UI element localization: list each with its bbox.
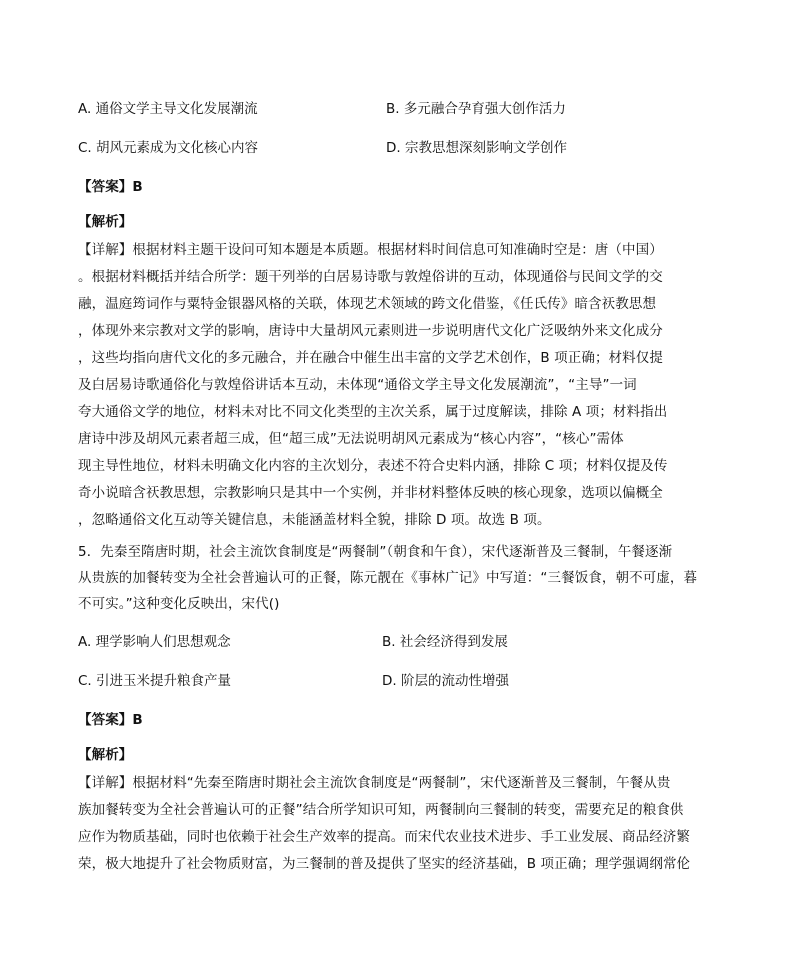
q4-answer: 【答案】B [78, 179, 143, 195]
q5-answer: 【答案】B [78, 712, 143, 728]
q4-explanation-line: 。根据材料概括并结合所学：题干列举的白居易诗歌与敦煌俗讲的互动，体现通俗与民间文学的交 [78, 269, 663, 285]
q4-analysis-heading: 【解析】 [78, 214, 133, 230]
q5-explanation-line: 【详解】根据材料“先秦至隋唐时期社会主流饮食制度是“两餐制”，宋代逐渐普及三餐制，午餐从贵 [78, 775, 671, 791]
q4-explanation-line: ，这些均指向唐代文化的多元融合，并在融合中催生出丰富的文学艺术创作，B 项正确；材料仅提 [78, 350, 663, 366]
q4-option-c: C. 胡风元素成为文化核心内容 [78, 140, 259, 156]
q5-explanation-line: 应作为物质基础，同时也依赖于社会生产效率的提高。而宋代农业技术进步、手工业发展、商品经济繁 [78, 829, 690, 845]
q4-explanation-line: 夸大通俗文学的地位，材料未对比不同文化类型的主次关系，属于过度解读，排除 A 项；材料指出 [78, 404, 668, 420]
q4-explanation-line: 现主导性地位，材料未明确文化内容的主次划分，表述不符合史料内涵，排除 C 项；材料仅提及传 [78, 458, 668, 474]
q5-stem-line: 不可实。”这种变化反映出，宋代() [78, 596, 280, 612]
q4-explanation-line: 唐诗中涉及胡风元素者超三成，但“超三成”无法说明胡风元素成为“核心内容”，“核心”需体 [78, 431, 624, 447]
q4-explanation-line: 融，温庭筠词作与粟特金银器风格的关联，体现艺术领域的跨文化借鉴，《任氏传》暗含祆教思想 [78, 296, 657, 312]
q5-option-a: A. 理学影响人们思想观念 [78, 634, 231, 650]
q5-option-d: D. 阶层的流动性增强 [382, 673, 509, 689]
q5-analysis-heading: 【解析】 [78, 747, 133, 763]
q4-option-d: D. 宗教思想深刻影响文学创作 [386, 140, 567, 156]
q5-option-c: C. 引进玉米提升粮食产量 [78, 673, 232, 689]
q4-explanation-line: 【详解】根据材料主题干设问可知本题是本质题。根据材料时间信息可知准确时空是：唐（中国） [78, 242, 663, 258]
q5-explanation-line: 族加餐转变为全社会普遍认可的正餐”结合所学知识可知，两餐制向三餐制的转变，需要充足的粮食供 [78, 802, 684, 818]
q5-stem-line: 从贵族的加餐转变为全社会普遍认可的正餐，陈元靓在《事林广记》中写道：“三餐饭食，朝不可虚，暮 [78, 570, 698, 586]
q4-option-b: B. 多元融合孕育强大创作活力 [386, 101, 566, 117]
q5-explanation-line: 荣，极大地提升了社会物质财富，为三餐制的普及提供了坚实的经济基础，B 项正确；理学强调纲常伦 [78, 856, 691, 872]
q5-option-b: B. 社会经济得到发展 [382, 634, 508, 650]
q4-explanation-line: ，忽略通俗文化互动等关键信息，未能涵盖材料全貌，排除 D 项。故选 B 项。 [78, 512, 551, 528]
q5-stem-line: 5．先秦至隋唐时期，社会主流饮食制度是“两餐制”（朝食和午食），宋代逐渐普及三餐制，午餐逐渐 [78, 544, 673, 560]
q4-option-a: A. 通俗文学主导文化发展潮流 [78, 101, 258, 117]
q4-explanation-line: ，体现外来宗教对文学的影响，唐诗中大量胡风元素则进一步说明唐代文化广泛吸纳外来文化成分 [78, 323, 663, 339]
q4-explanation-line: 奇小说暗含祆教思想，宗教影响只是其中一个实例，并非材料整体反映的核心现象，选项以偏概全 [78, 485, 663, 501]
q4-explanation-line: 及白居易诗歌通俗化与敦煌俗讲话本互动，未体现“通俗文学主导文化发展潮流”，“主导”一词 [78, 377, 637, 393]
